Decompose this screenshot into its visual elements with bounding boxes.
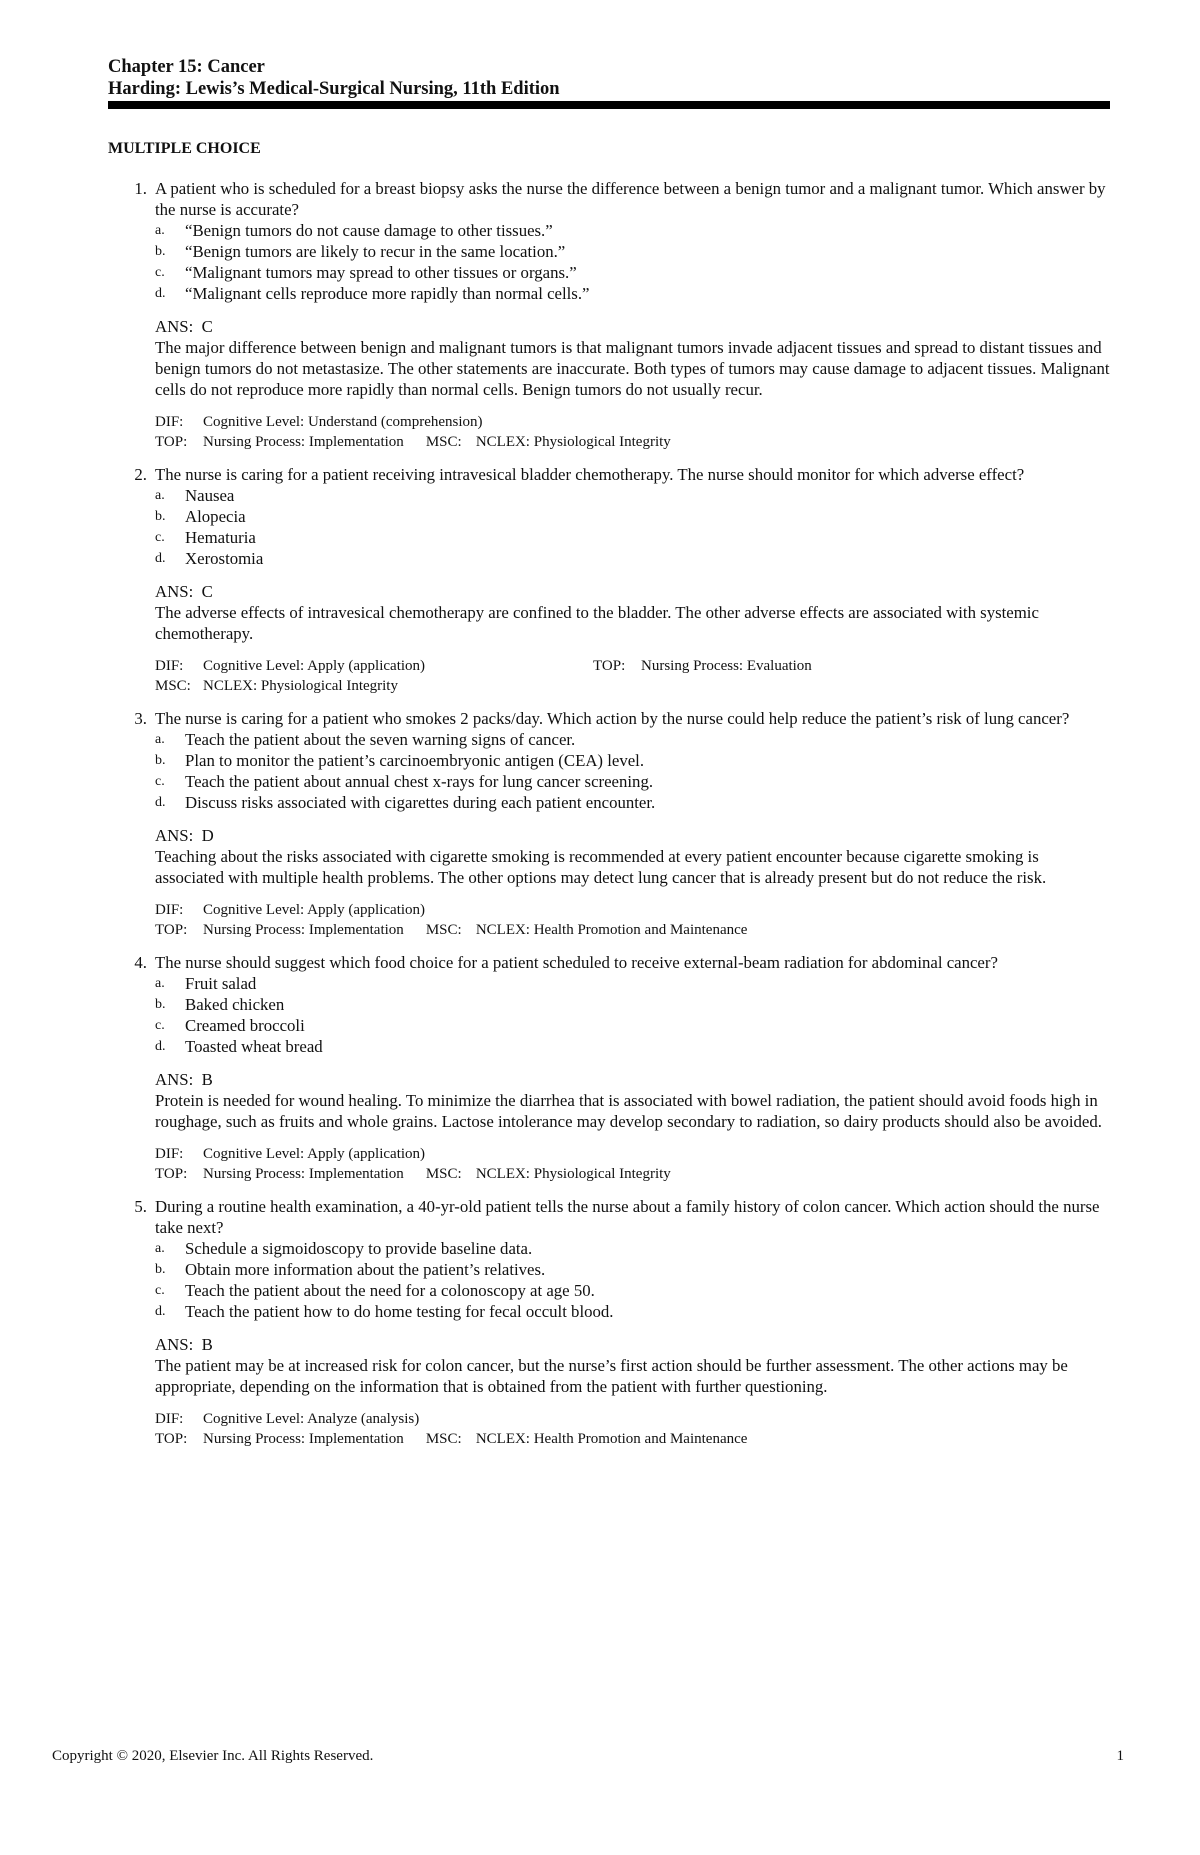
answer-option (155, 527, 1110, 548)
top-label: TOP: (155, 1431, 188, 1447)
dif-value: Cognitive Level: Analyze (analysis) (203, 1411, 420, 1427)
rationale-text: Teaching about the risks associated with cigarette smoking is recommended at every patient encounter because cigarette smoking is associated with multiple health problems. The other options may detect lung cancer that is already present but do not reduce the risk. (155, 847, 1047, 887)
question-meta (155, 1409, 1110, 1449)
option-letter: c. (155, 1283, 165, 1298)
dif-label: DIF: (155, 414, 184, 430)
ans-value: B (201, 1070, 213, 1089)
option-text: Discuss risks associated with cigarettes during each patient encounter. (185, 793, 656, 812)
ans-value: C (201, 317, 213, 336)
page-number: 1 (1116, 1748, 1124, 1764)
ans-value: B (201, 1335, 213, 1354)
option-letter: b. (155, 753, 166, 768)
question-text: The nurse should suggest which food choice for a patient scheduled to receive external-beam radiation for abdominal cancer? (155, 953, 998, 972)
top-value: Nursing Process: Implementation (203, 1431, 404, 1447)
dif-value: Cognitive Level: Understand (comprehension) (203, 414, 483, 430)
rationale-text: The patient may be at increased risk for colon cancer, but the nurse’s first action should be further assessment. The other actions may be appropriate, depending on the information that is obtained from the patient with further questioning. (155, 1356, 1068, 1396)
option-letter: d. (155, 551, 166, 566)
page-footer (52, 1748, 1124, 1765)
answer-option (155, 1036, 1110, 1057)
book-title: Harding: Lewis’s Medical-Surgical Nursing, 11th Edition (108, 79, 560, 99)
answer-option (155, 506, 1110, 527)
top-value: Nursing Process: Implementation (203, 1166, 404, 1182)
ans-label: ANS: (155, 826, 194, 845)
top-value: Nursing Process: Implementation (203, 434, 404, 450)
question-number: 1. (134, 179, 147, 198)
answer-key (155, 1069, 1110, 1090)
msc-label: MSC: (425, 922, 462, 938)
answer-option (155, 729, 1110, 750)
answer-key (155, 1334, 1110, 1355)
question-meta (155, 412, 1110, 452)
questions-list (110, 178, 1110, 1461)
msc-value: NCLEX: Physiological Integrity (475, 1166, 671, 1182)
question-number: 5. (134, 1197, 147, 1216)
option-text: Teach the patient about the need for a colonoscopy at age 50. (185, 1281, 595, 1300)
header-rule (108, 101, 1110, 109)
answer-option (155, 1259, 1110, 1280)
option-text: Baked chicken (185, 995, 285, 1014)
dif-value: Cognitive Level: Apply (application) (203, 902, 426, 918)
question-item (110, 708, 1110, 940)
answer-key (155, 316, 1110, 337)
question-number: 2. (134, 465, 147, 484)
dif-value: Cognitive Level: Apply (application) (203, 1146, 426, 1162)
question-text: During a routine health examination, a 40-yr-old patient tells the nurse about a family history of colon cancer. Which action should the nurse take next? (155, 1197, 1100, 1237)
msc-value: NCLEX: Health Promotion and Maintenance (475, 922, 748, 938)
option-text: Xerostomia (185, 549, 264, 568)
option-letter: c. (155, 1018, 165, 1033)
question-item (110, 1196, 1110, 1449)
answer-option (155, 1280, 1110, 1301)
option-letter: a. (155, 488, 165, 503)
option-text: Hematuria (185, 528, 256, 547)
msc-label: MSC: (425, 1166, 462, 1182)
option-letter: b. (155, 1262, 166, 1277)
rationale-text: Protein is needed for wound healing. To minimize the diarrhea that is associated with bowel radiation, the patient should avoid foods high in roughage, such as fruits and whole grains. Lactose intolerance may develop secondary to radiation, so dairy products should also be avoided. (155, 1091, 1102, 1131)
option-letter: c. (155, 530, 165, 545)
top-label: TOP: (155, 922, 188, 938)
dif-label: DIF: (155, 1411, 184, 1427)
option-text: “Malignant tumors may spread to other tissues or organs.” (185, 263, 577, 282)
section-title: MULTIPLE CHOICE (108, 140, 261, 157)
msc-value: NCLEX: Health Promotion and Maintenance (475, 1431, 748, 1447)
answer-key (155, 825, 1110, 846)
question-number: 3. (134, 709, 147, 728)
ans-value: D (201, 826, 214, 845)
answer-option (155, 262, 1110, 283)
option-text: Toasted wheat bread (185, 1037, 323, 1056)
answer-key (155, 581, 1110, 602)
msc-value: NCLEX: Physiological Integrity (203, 678, 398, 694)
answer-option (155, 973, 1110, 994)
chapter-title: Chapter 15: Cancer (108, 57, 265, 77)
answer-option (155, 241, 1110, 262)
answer-option (155, 1238, 1110, 1259)
answer-option (155, 1301, 1110, 1322)
copyright-text: Copyright © 2020, Elsevier Inc. All Rights Reserved. (52, 1748, 374, 1764)
ans-value: C (201, 582, 213, 601)
msc-label: MSC: (425, 1431, 462, 1447)
answer-option (155, 220, 1110, 241)
ans-label: ANS: (155, 1070, 194, 1089)
option-letter: d. (155, 286, 166, 301)
page-header (108, 56, 1108, 100)
top-value: Nursing Process: Implementation (203, 922, 404, 938)
option-text: “Malignant cells reproduce more rapidly than normal cells.” (185, 284, 590, 303)
option-text: Teach the patient about annual chest x-rays for lung cancer screening. (185, 772, 654, 791)
answer-option (155, 792, 1110, 813)
ans-label: ANS: (155, 1335, 194, 1354)
top-label: TOP: (593, 658, 626, 674)
option-letter: a. (155, 732, 165, 747)
answer-option (155, 771, 1110, 792)
question-item (110, 464, 1110, 696)
dif-label: DIF: (155, 902, 184, 918)
dif-label: DIF: (155, 658, 184, 674)
rationale-text: The adverse effects of intravesical chemotherapy are confined to the bladder. The other adverse effects are associated with systemic chemotherapy. (155, 603, 1039, 643)
ans-label: ANS: (155, 582, 194, 601)
option-text: Nausea (185, 486, 235, 505)
option-text: Teach the patient how to do home testing for fecal occult blood. (185, 1302, 614, 1321)
answer-option (155, 994, 1110, 1015)
top-label: TOP: (155, 1166, 188, 1182)
option-letter: b. (155, 997, 166, 1012)
top-label: TOP: (155, 434, 188, 450)
question-text: The nurse is caring for a patient receiving intravesical bladder chemotherapy. The nurse should monitor for which adverse effect? (155, 465, 1025, 484)
question-item (110, 952, 1110, 1184)
dif-label: DIF: (155, 1146, 184, 1162)
answer-option (155, 283, 1110, 304)
answer-option (155, 485, 1110, 506)
option-letter: b. (155, 509, 166, 524)
question-text: The nurse is caring for a patient who smokes 2 packs/day. Which action by the nurse could help reduce the patient’s risk of lung cancer? (155, 709, 1070, 728)
option-text: Alopecia (185, 507, 246, 526)
option-text: Teach the patient about the seven warning signs of cancer. (185, 730, 576, 749)
option-letter: c. (155, 265, 165, 280)
ans-label: ANS: (155, 317, 194, 336)
dif-value: Cognitive Level: Apply (application) (203, 658, 426, 674)
option-letter: c. (155, 774, 165, 789)
msc-label: MSC: (155, 678, 191, 694)
option-letter: d. (155, 795, 166, 810)
question-item (110, 178, 1110, 452)
question-meta (155, 656, 1110, 696)
option-letter: d. (155, 1304, 166, 1319)
answer-option (155, 1015, 1110, 1036)
answer-option (155, 750, 1110, 771)
option-letter: a. (155, 1241, 165, 1256)
option-letter: a. (155, 976, 165, 991)
option-text: “Benign tumors do not cause damage to other tissues.” (185, 221, 553, 240)
question-text: A patient who is scheduled for a breast biopsy asks the nurse the difference between a benign tumor and a malignant tumor. Which answer by the nurse is accurate? (155, 179, 1106, 219)
top-value: Nursing Process: Evaluation (641, 658, 812, 674)
question-meta (155, 1144, 1110, 1184)
option-text: Plan to monitor the patient’s carcinoembryonic antigen (CEA) level. (185, 751, 645, 770)
option-text: Fruit salad (185, 974, 257, 993)
rationale-text: The major difference between benign and malignant tumors is that malignant tumors invade adjacent tissues and spread to distant tissues and benign tumors do not metastasize. The other statements are inaccurate. Both types of tumors may cause damage to adjacent tissues. Malignant cells do not reproduce more rapidly than normal cells. Benign tumors do not usually recur. (155, 338, 1110, 399)
msc-label: MSC: (425, 434, 462, 450)
option-text: Schedule a sigmoidoscopy to provide baseline data. (185, 1239, 533, 1258)
msc-value: NCLEX: Physiological Integrity (475, 434, 671, 450)
answer-option (155, 548, 1110, 569)
option-letter: d. (155, 1039, 166, 1054)
question-number: 4. (134, 953, 147, 972)
option-text: “Benign tumors are likely to recur in the same location.” (185, 242, 566, 261)
question-meta (155, 900, 1110, 940)
option-text: Obtain more information about the patient’s relatives. (185, 1260, 546, 1279)
option-letter: a. (155, 223, 165, 238)
option-text: Creamed broccoli (185, 1016, 305, 1035)
option-letter: b. (155, 244, 166, 259)
